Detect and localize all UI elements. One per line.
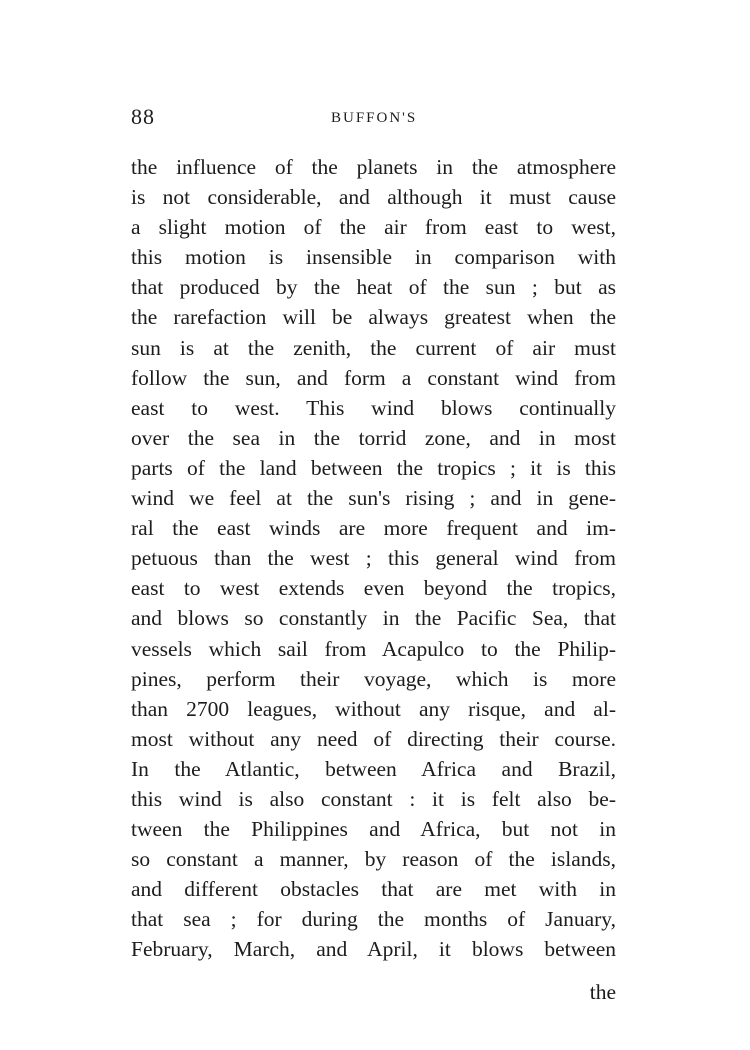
- running-head: BUFFON'S: [331, 110, 418, 126]
- text-line: that sea ; for during the months of January,: [131, 907, 616, 932]
- text-line: tween the Philippines and Africa, but not in: [131, 817, 616, 842]
- text-line: follow the sun, and form a constant wind from: [131, 365, 616, 390]
- page-number: 88: [131, 104, 155, 129]
- text-line: and blows so constantly in the Pacific Sea, that: [131, 606, 616, 631]
- text-line: wind we feel at the sun's rising ; and in gene-: [131, 486, 616, 511]
- text-line: over the sea in the torrid zone, and in most: [131, 425, 616, 450]
- text-line: so constant a manner, by reason of the islands,: [131, 847, 616, 872]
- text-line: In the Atlantic, between Africa and Brazil,: [131, 756, 616, 781]
- text-line: pines, perform their voyage, which is more: [131, 666, 616, 691]
- text-line: east to west. This wind blows continually: [131, 395, 616, 420]
- text-line: and different obstacles that are met with in: [131, 877, 616, 902]
- catchword: the: [589, 980, 616, 1004]
- text-line: east to west extends even beyond the tropics,: [131, 576, 616, 601]
- text-line: petuous than the west ; this general wind from: [131, 546, 616, 571]
- page-header: [131, 104, 616, 134]
- text-line: a slight motion of the air from east to west,: [131, 215, 616, 240]
- text-line: this wind is also constant : it is felt also be-: [131, 786, 616, 811]
- text-line: than 2700 leagues, without any risque, and al-: [131, 696, 616, 721]
- text-line: sun is at the zenith, the current of air must: [131, 335, 616, 360]
- text-line: February, March, and April, it blows between: [131, 937, 616, 962]
- text-line: ral the east winds are more frequent and im-: [131, 516, 616, 541]
- body-text: [131, 152, 616, 965]
- text-line: parts of the land between the tropics ; it is this: [131, 455, 616, 480]
- text-line: this motion is insensible in comparison with: [131, 245, 616, 270]
- text-line: the rarefaction will be always greatest when the: [131, 305, 616, 330]
- text-line: the influence of the planets in the atmosphere: [131, 155, 616, 179]
- text-line: that produced by the heat of the sun ; but as: [131, 275, 616, 300]
- text-line: is not considerable, and although it must cause: [131, 185, 616, 210]
- text-line: vessels which sail from Acapulco to the Philip-: [131, 636, 616, 661]
- text-line: most without any need of directing their course.: [131, 726, 616, 751]
